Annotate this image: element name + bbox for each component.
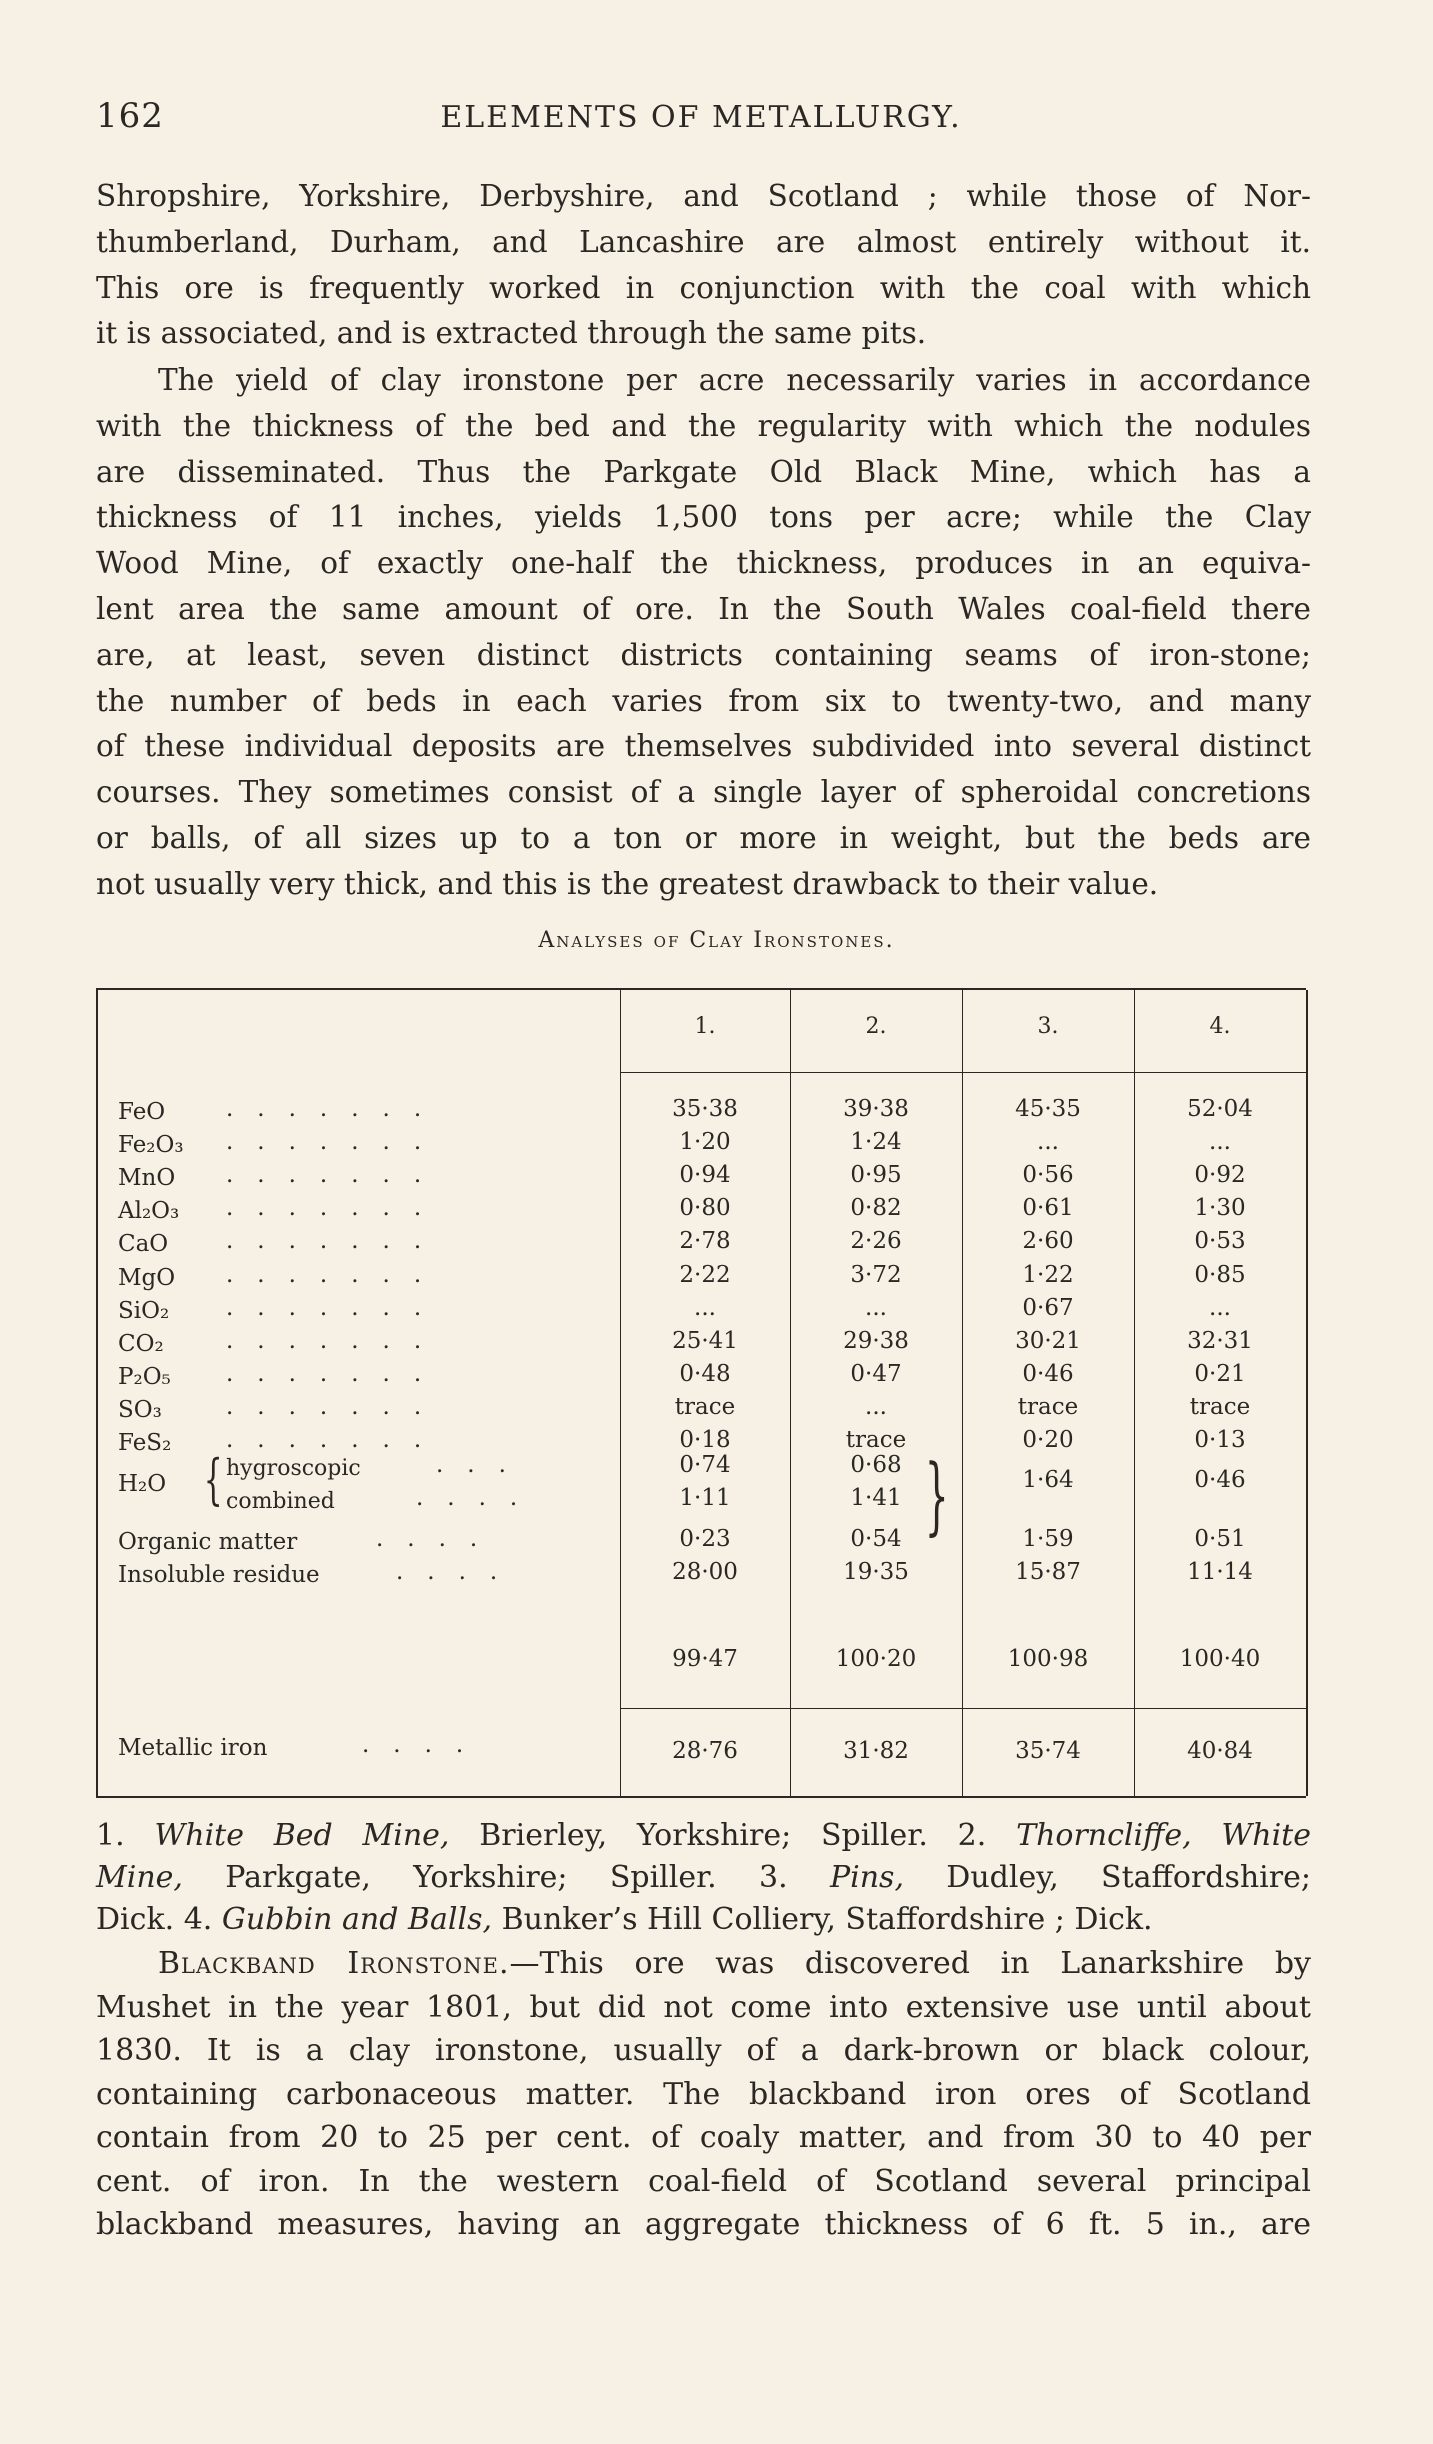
running-head: ELEMENTS OF METALLURGY. [440,100,962,135]
leader-dots: .... [376,1526,502,1553]
column-header: 1. [694,1014,716,1039]
table-cell: 1·20 [679,1129,731,1156]
brace-icon: } [924,1446,949,1545]
metallic-iron-label: Metallic iron [118,1735,268,1761]
text-line: Blackband Ironstone.—This ore was discovered in Lanarkshire by [158,1946,1311,1981]
section-heading: Blackband Ironstone. [158,1946,510,1981]
text-line: with the thickness of the bed and the regularity with which the nodules [96,408,1311,443]
table-cell: 0·51 [1194,1526,1246,1553]
table-cell: trace [1017,1393,1079,1420]
table-cell: 0·46 [1194,1467,1246,1494]
text-line: This ore is frequently worked in conjunction with the coal with which [96,270,1311,305]
table-cell: 11·14 [1187,1559,1253,1586]
total-cell: 99·47 [672,1646,738,1672]
table-cell: 0·47 [850,1360,902,1387]
column-header: 2. [865,1014,887,1039]
table-title: Analyses of Clay Ironstones. [538,928,895,953]
leader-dots: .... [362,1732,488,1758]
leader-dots: ....... [226,1294,446,1321]
text-line: are disseminated. Thus the Parkgate Old Black Mine, which has a [96,454,1311,489]
paragraph-2 [96,358,1311,908]
leader-dots: ....... [226,1360,446,1387]
leader-dots: ....... [226,1228,446,1255]
table-cell: 0·82 [850,1195,902,1222]
leader-dots: ....... [226,1327,446,1354]
column-rule-2 [790,990,791,1796]
table-cell: ... [694,1294,716,1321]
table-cell: 0·54 [850,1526,902,1553]
total-cell: 100·98 [1007,1646,1089,1672]
table-cell: 52·04 [1187,1096,1253,1122]
table-cell: 0·74 [679,1452,731,1479]
text-line: it is associated, and is extracted through the same pits. [96,316,927,351]
text-line: blackband measures, having an aggregate thickness of 6 ft. 5 in., are [96,2207,1311,2242]
total-cell: 100·40 [1179,1646,1261,1672]
row-label: FeO [118,1099,166,1125]
leader-dots: ....... [226,1427,446,1453]
table-cell: 0·94 [679,1162,731,1189]
table-cell: ... [865,1393,887,1420]
table-cell: 1·64 [1022,1467,1074,1494]
text-line: 1830. It is a clay ironstone, usually of a dark-brown or black colour, [96,2033,1311,2068]
text-line: are, at least, seven distinct districts containing seams of iron-stone; [96,637,1311,672]
table-cell: trace [674,1393,736,1420]
table-cell: 0·13 [1194,1427,1246,1453]
h2o-label: H₂O [118,1471,167,1498]
row-label: CO₂ [118,1330,164,1357]
row-label: MgO [118,1264,176,1291]
leader-dots: ....... [226,1096,446,1122]
brace-icon: { [203,1448,223,1512]
table-cell: 35·38 [672,1096,738,1122]
text-line: Wood Mine, of exactly one-half the thickness, produces in an equiva- [96,546,1311,581]
leader-dots: ....... [226,1393,446,1420]
row-label: SiO₂ [118,1297,170,1324]
text-line: of these individual deposits are themselves subdivided into several distinct [96,729,1311,764]
table-cell: 39·38 [843,1096,909,1122]
table-cell: 1·22 [1022,1261,1074,1288]
table-cell: ... [1209,1129,1231,1156]
table-cell: 29·38 [843,1327,909,1354]
row-label: hygroscopic [226,1456,361,1482]
table-cell: 0·68 [850,1452,902,1479]
column-header: 3. [1037,1014,1059,1039]
table-cell: 0·21 [1194,1360,1246,1387]
text-line: the number of beds in each varies from six to twenty-two, and many [96,683,1311,718]
table-bottom-rule [96,1796,1306,1798]
row-label: Fe₂O₃ [118,1132,184,1159]
table-cell: trace [845,1427,907,1453]
table-cell: 2·60 [1022,1228,1074,1255]
table-cell: 0·92 [1194,1162,1246,1189]
text-line: containing carbonaceous matter. The blackband iron ores of Scotland [96,2076,1311,2112]
text-line: thickness of 11 inches, yields 1,500 tons per acre; while the Clay [96,500,1311,535]
page-header [96,96,1306,146]
table-cell: 30·21 [1015,1327,1081,1354]
table-cell: 1·24 [850,1129,902,1156]
row-label: CaO [118,1231,169,1258]
leader-dots: ....... [226,1195,446,1222]
metallic-iron-cell: 40·84 [1187,1738,1253,1764]
footnote-line: Dick. 4. Gubbin and Balls, Bunker’s Hill Colliery, Staffordshire ; Dick. [96,1902,1153,1937]
page-number: 162 [96,96,164,136]
column-rule-4 [1134,990,1135,1796]
column-rule-3 [962,990,963,1796]
metallic-iron-cell: 31·82 [843,1738,909,1764]
table-cell: 0·80 [679,1195,731,1222]
table-cell: ... [1209,1294,1231,1321]
row-label: FeS₂ [118,1430,172,1456]
table-cell: 0·61 [1022,1195,1074,1222]
footnote-line: Mine, Parkgate, Yorkshire; Spiller. 3. Pins, Dudley, Staffordshire; [96,1860,1311,1895]
footnote-line: 1. White Bed Mine, Brierley, Yorkshire; Spiller. 2. Thorncliffe, White [96,1818,1311,1853]
table-cell: ... [1037,1129,1059,1156]
text-line: thumberland, Durham, and Lancashire are almost entirely without it. [96,224,1311,259]
table-cell: 0·95 [850,1162,902,1189]
leader-dots: ....... [226,1261,446,1288]
text-line: contain from 20 to 25 per cent. of coaly matter, and from 30 to 40 per [96,2120,1311,2155]
header-rule [620,1072,1306,1073]
table-cell: 0·23 [679,1526,731,1553]
table-cell: 3·72 [850,1261,902,1288]
text-line: not usually very thick, and this is the greatest drawback to their value. [96,866,1159,901]
row-label: SO₃ [118,1396,162,1423]
table-cell: 28·00 [672,1559,738,1586]
table-cell: 32·31 [1187,1327,1253,1354]
table-cell: 1·11 [679,1485,731,1512]
row-label: combined [226,1489,335,1515]
table-cell: 0·56 [1022,1162,1074,1189]
row-label: Al₂O₃ [118,1198,180,1225]
table-cell: 0·20 [1022,1427,1074,1453]
table-left-rule [96,990,98,1796]
leader-dots: .... [416,1485,542,1512]
metallic-iron-cell: 35·74 [1015,1738,1081,1764]
table-cell: 2·78 [679,1228,731,1255]
leader-dots: ... [436,1452,530,1479]
text-line: The yield of clay ironstone per acre necessarily varies in accordance [158,363,1311,397]
leader-dots: ....... [226,1129,446,1156]
table-cell: trace [1189,1393,1251,1420]
paragraph-1 [96,174,1311,357]
table-cell: 0·67 [1022,1294,1074,1321]
table-cell: 0·48 [679,1360,731,1387]
column-header: 4. [1209,1014,1231,1039]
leader-dots: .... [396,1559,522,1586]
table-top-rule [96,988,1306,990]
total-rule [620,1708,1306,1709]
metallic-iron-cell: 28·76 [672,1738,738,1764]
table-right-rule [1306,990,1308,1796]
text-line: courses. They sometimes consist of a single layer of spheroidal concretions [96,775,1311,810]
text-line: or balls, of all sizes up to a ton or more in weight, but the beds are [96,820,1311,855]
row-label: Organic matter [118,1529,298,1556]
table-cell: 19·35 [843,1559,909,1586]
total-cell: 100·20 [835,1646,917,1672]
row-label: P₂O₅ [118,1363,171,1390]
table-cell: 2·26 [850,1228,902,1255]
leader-dots: ....... [226,1162,446,1189]
row-label: MnO [118,1165,176,1192]
table-cell: 1·30 [1194,1195,1246,1222]
text-line: cent. of iron. In the western coal-field of Scotland several principal [96,2163,1311,2199]
table-cell: 0·18 [679,1427,731,1453]
row-label: Insoluble residue [118,1562,320,1589]
paragraph-blackband [96,1942,1311,2247]
table-cell: 25·41 [672,1327,738,1354]
table-cell: 15·87 [1015,1559,1081,1586]
text-line: Mushet in the year 1801, but did not come into extensive use until about [96,1989,1311,2025]
table-cell: 0·85 [1194,1261,1246,1288]
table-cell: 45·35 [1015,1096,1081,1122]
table-cell: 0·53 [1194,1228,1246,1255]
table-cell: 2·22 [679,1261,731,1288]
table-cell: 0·46 [1022,1360,1074,1387]
table-cell: ... [865,1294,887,1321]
table-footnote [96,1815,1311,1941]
text-line: Shropshire, Yorkshire, Derbyshire, and Scotland ; while those of Nor- [96,179,1311,213]
column-rule-1 [620,990,621,1796]
table-cell: 1·41 [850,1485,902,1512]
table-cell: 1·59 [1022,1526,1074,1553]
text-line: lent area the same amount of ore. In the South Wales coal-field there [96,591,1311,626]
